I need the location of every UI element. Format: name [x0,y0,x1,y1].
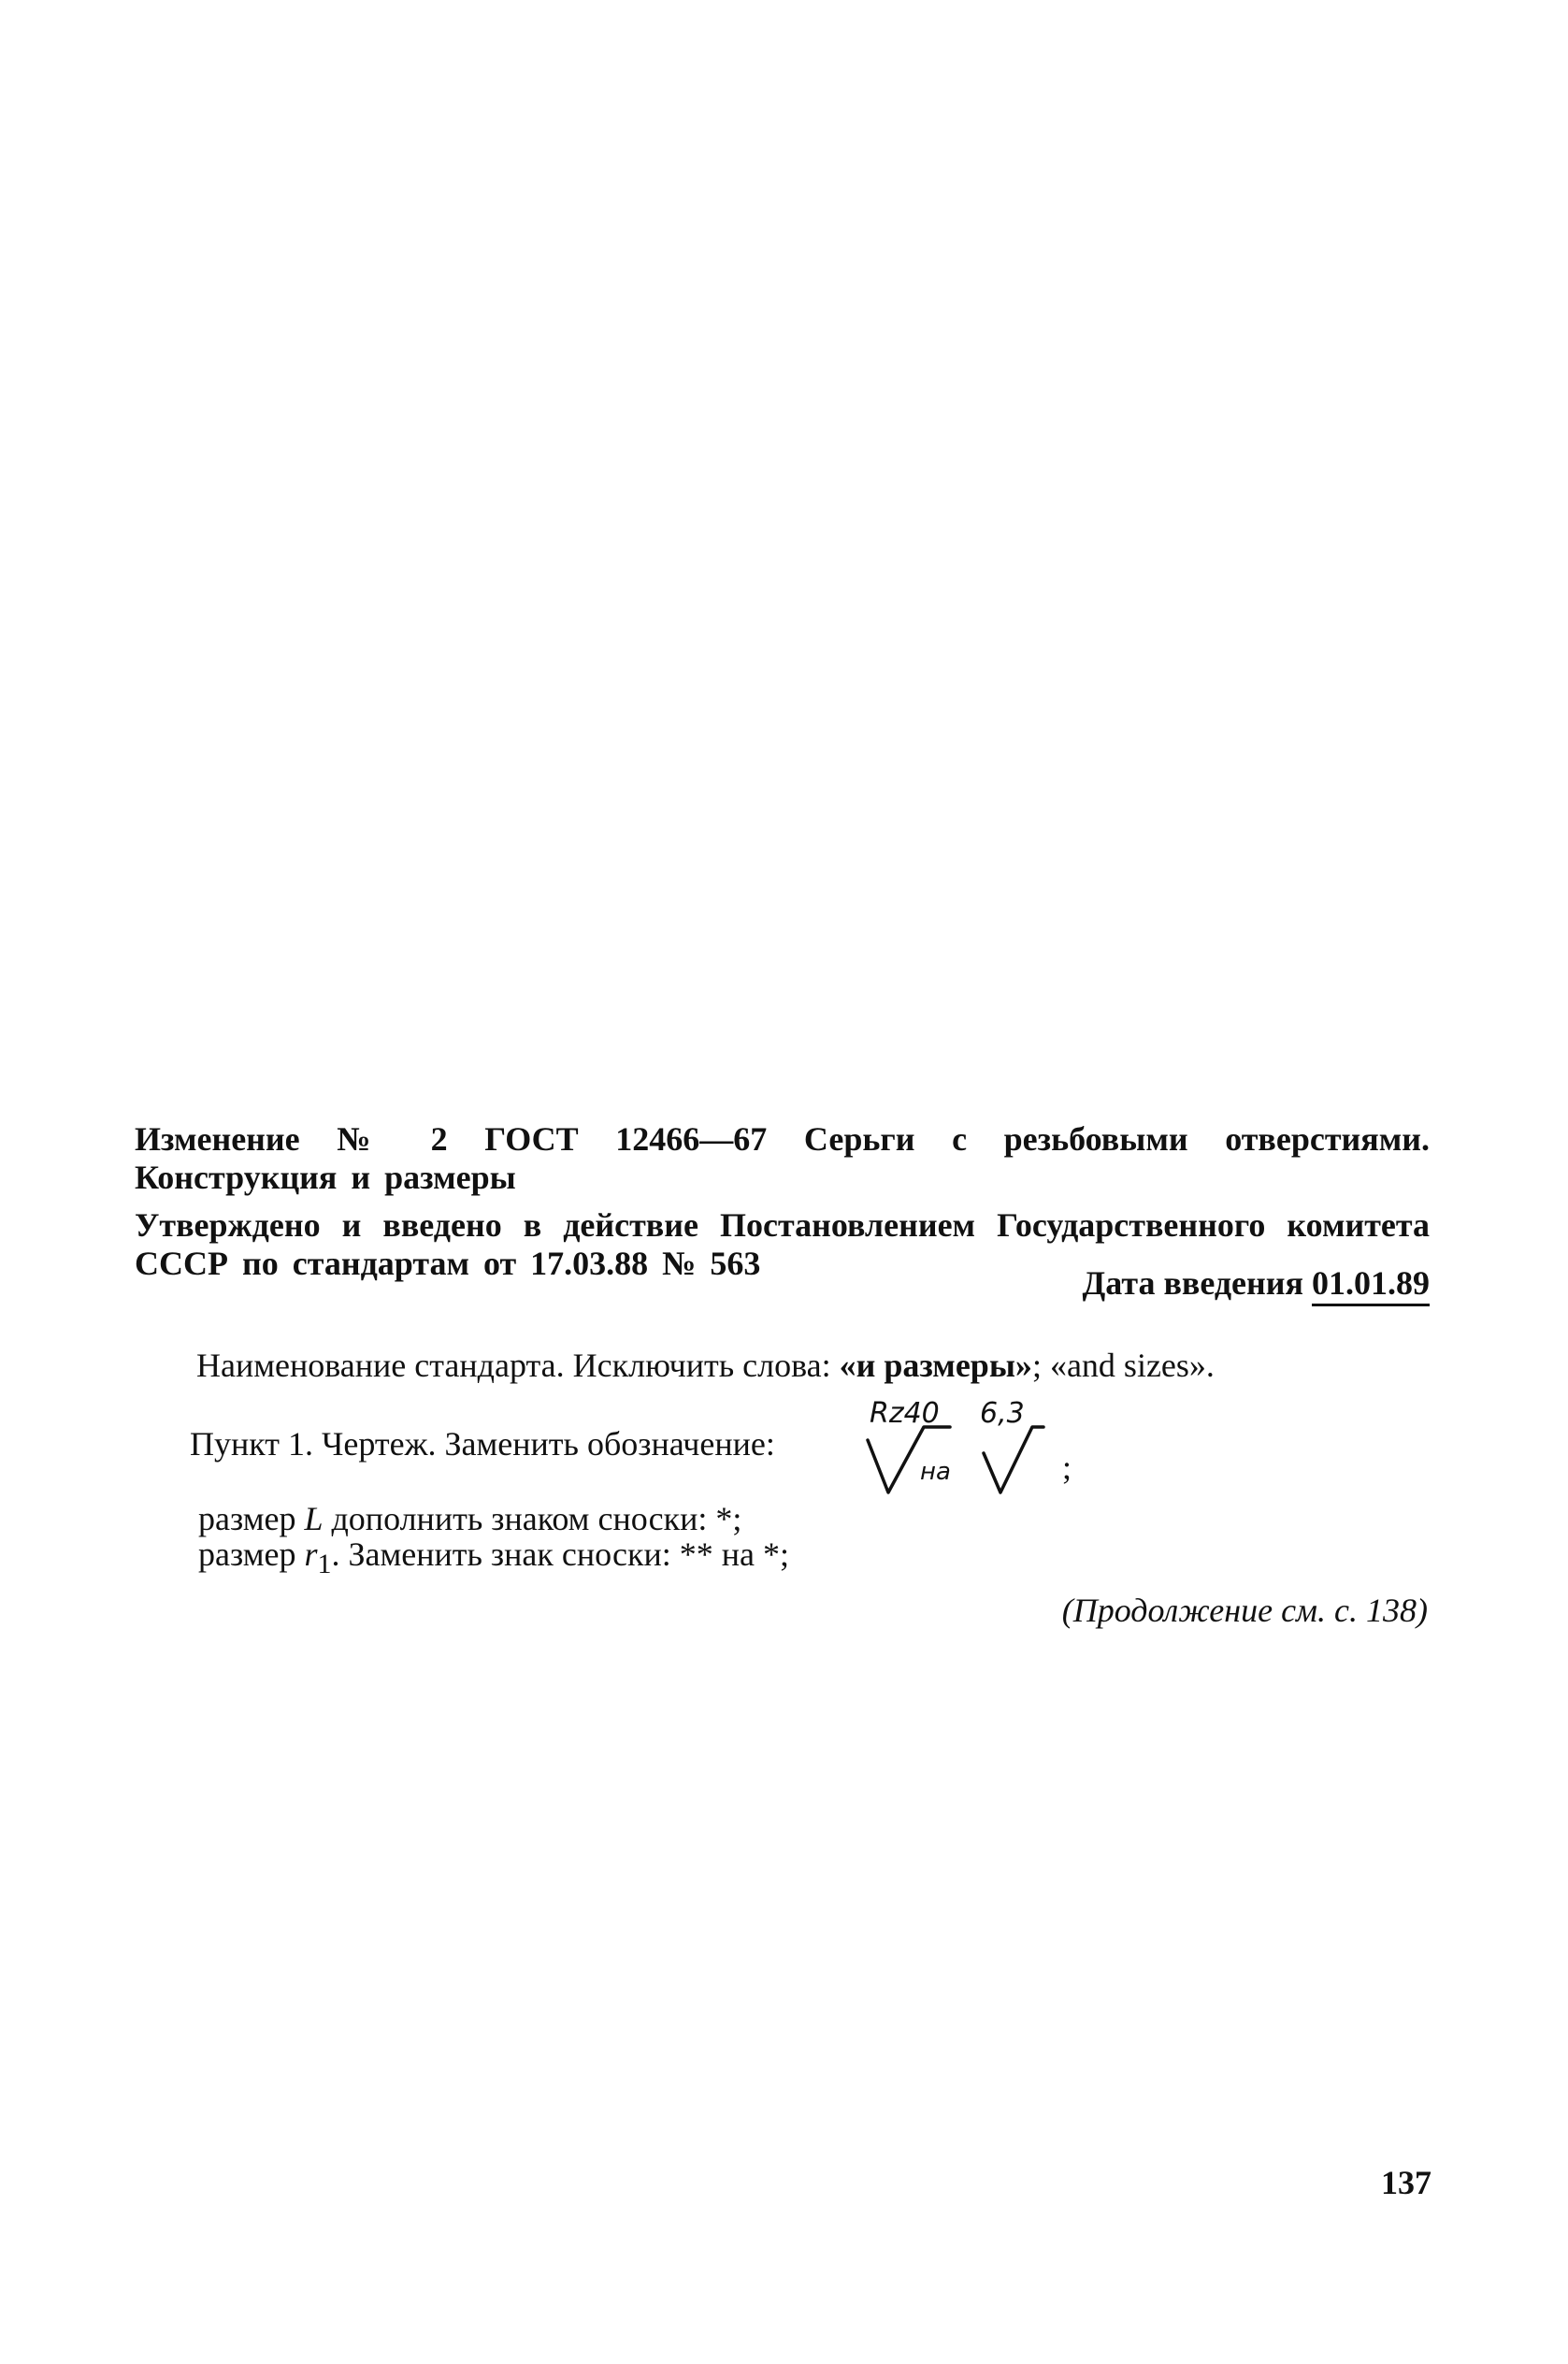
size-r-prefix: размер [198,1535,305,1573]
roughness-new-symbol [984,1427,1043,1492]
size-l-prefix: размер [198,1500,305,1537]
effective-date-value: 01.01.89 [1312,1264,1430,1302]
removed-words-ru: «и размеры» [839,1347,1032,1384]
roughness-separator: на [920,1458,951,1486]
size-l-variable: L [304,1500,324,1537]
size-l-text: дополнить знаком сноски: *; [323,1500,742,1537]
continuation-note: (Продолжение см. с. 138) [1061,1592,1428,1629]
amendment-title: Изменение № 2 ГОСТ 12466—67 Серьги с резьбовыми отверстиями. Конструкция и размеры [135,1120,1430,1196]
roughness-replacement [860,1399,1085,1502]
approval-statement: Утверждено и введено в действие Постановлением Государственного комитета СССР по стандартам от 17.03.88 № 563 [135,1206,1430,1282]
effective-date [1083,1264,1431,1303]
amendment-header [135,1120,1430,1283]
point-line-end: ; [1062,1449,1072,1486]
removed-words-en: «and sizes» [1049,1347,1206,1384]
roughness-old-value: Rz40 [870,1397,940,1430]
size-r-text: . Заменить знак сноски: ** на *; [331,1535,790,1573]
size-r-instruction [198,1535,789,1583]
effective-date-label: Дата введения [1082,1264,1303,1302]
point-instruction [190,1425,775,1463]
size-l-instruction [198,1500,741,1538]
name-line-end: . [1205,1347,1215,1384]
name-separator: ; [1031,1347,1050,1384]
page-number: 137 [1381,2164,1431,2201]
size-r-variable: r [304,1535,318,1573]
name-instruction-text: Наименование стандарта. Исключить слова: [196,1347,840,1384]
point-instruction-text: Пункт 1. Чертеж. Заменить обозначение: [190,1425,775,1463]
standard-name-instruction [196,1347,1215,1385]
size-r-subscript: 1 [317,1549,332,1580]
roughness-new-value: 6,3 [980,1397,1025,1430]
